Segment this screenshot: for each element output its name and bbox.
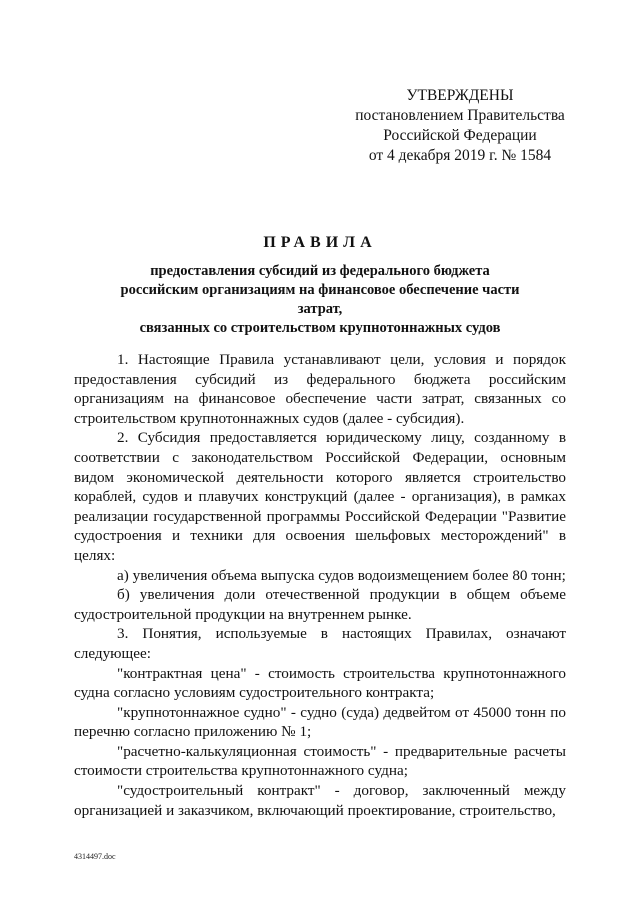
paragraph-3: 3. Понятия, используемые в настоящих Правилах, означают следующее: (74, 625, 566, 662)
paragraph-1: 1. Настоящие Правила устанавливают цели, условия и порядок предоставления субсидий из федерального бюджета российским организациям на финансовое обеспечение части затрат, связанных со строительством крупнотоннажных судов (далее - субсидия). (74, 351, 566, 427)
document-body (74, 350, 566, 820)
subtitle-line: предоставления субсидий из федерального бюджета (150, 263, 490, 279)
paragraph-2b: б) увеличения доли отечественной продукции в общем объеме судостроительной продукции на внутреннем рынке. (74, 586, 566, 623)
approval-heading: УТВЕРЖДЕНЫ (406, 87, 514, 104)
definition-large-vessel: "крупнотоннажное судно" - судно (суда) дедвейтом от 45000 тонн по перечню согласно приложению № 1; (74, 703, 566, 741)
approval-authority: Российской Федерации (383, 127, 537, 144)
approval-block (330, 86, 590, 166)
definition-contract-price: "контрактная цена" - стоимость строительства крупнотоннажного судна согласно условиям судостроительного контракта; (74, 664, 566, 702)
subtitle-line: российским организациям на финансовое обеспечение части затрат, (120, 282, 520, 317)
approval-decree: постановлением Правительства (355, 107, 565, 124)
definition-estimated-cost: "расчетно-калькуляционная стоимость" - предварительные расчеты стоимости строительства крупнотоннажного судна; (74, 742, 566, 780)
definition-shipbuilding-contract: "судостроительный контракт" - договор, заключенный между организацией и заказчиком, включающий проектирование, строительство, (74, 782, 566, 819)
file-footer: 4314497.doc (74, 852, 116, 861)
document-title: ПРАВИЛА (263, 234, 377, 251)
approval-date-number: от 4 декабря 2019 г. № 1584 (368, 147, 552, 164)
paragraph-2a: а) увеличения объема выпуска судов водоизмещением более 80 тонн; (117, 566, 566, 584)
paragraph-2: 2. Субсидия предоставляется юридическому лицу, созданному в соответствии с законодательством Российской Федерации, основным видом экономической деятельности которого является строительство кораблей, судов и плавучих конструкций (далее - организация), в рамках реализации государственной программы Российской Федерации "Развитие судостроения и техники для освоения шельфовых месторождений" в целях: (74, 429, 566, 564)
subtitle-line: связанных со строительством крупнотоннажных судов (139, 320, 501, 336)
document-subtitle (100, 262, 540, 338)
